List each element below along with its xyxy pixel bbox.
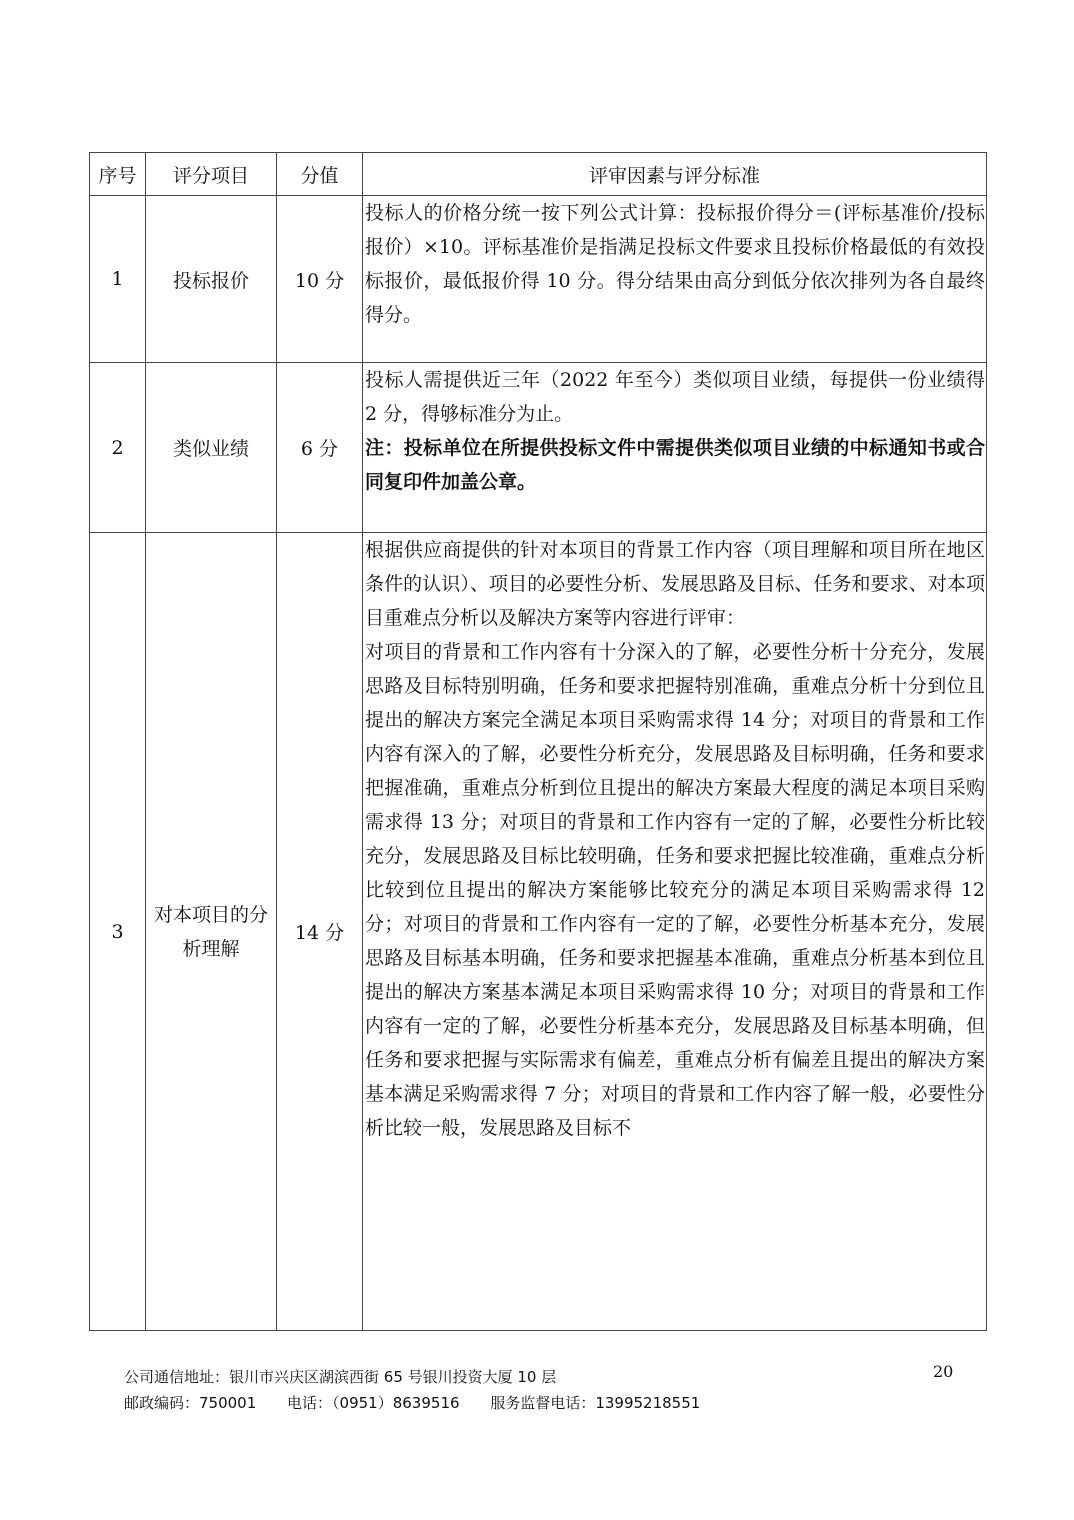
criteria-text: 投标人的价格分统一按下列公式计算：投标报价得分＝(评标基准价/投标报价）×10。评标基准价是指满足投标文件要求且投标价格最低的有效投标报价，最低报价得 10 分。得分结果由高分到低分依次排列为各自最终得分。	[365, 202, 985, 326]
row-score: 14 分	[277, 533, 363, 1331]
row-no: 2	[90, 363, 146, 533]
header-item: 评分项目	[146, 153, 277, 196]
footer-postcode: 邮政编码：750001	[124, 1394, 257, 1412]
header-no: 序号	[90, 153, 146, 196]
footer-phone: 电话：（0951）8639516	[287, 1394, 460, 1412]
footer-address: 公司通信地址：银川市兴庆区湖滨西街 65 号银川投资大厦 10 层	[124, 1368, 557, 1386]
row-item: 投标报价	[146, 196, 277, 363]
criteria-text: 对项目的背景和工作内容有十分深入的了解，必要性分析十分充分，发展思路及目标特别明确，任务和要求把握特别准确，重难点分析十分到位且提出的解决方案完全满足本项目采购需求得 14 分；对项目的背景和工作内容有深入的了解，必要性分析充分，发展思路及目标明确，任务和要求把握准确，重难点分析到位且提出的解决方案最大程度的满足本项目采购需求得 13 分；对项目的背景和工作内容有一定的了解，必要性分析比较充分，发展思路及目标比较明确，任务和要求把握比较准确，重难点分析比较到位且提出的解决方案能够比较充分的满足本项目采购需求得 12 分；对项目的背景和工作内容有一定的了解，必要性分析基本充分，发展思路及目标基本明确，任务和要求把握基本准确，重难点分析基本到位且提出的解决方案基本满足本项目采购需求得 10 分；对项目的背景和工作内容有一定的了解，必要性分析基本充分，发展思路及目标基本明确，但任务和要求把握与实际需求有偏差，重难点分析有偏差且提出的解决方案基本满足采购需求得 7 分；对项目的背景和工作内容了解一般，必要性分析比较一般，发展思路及目标不	[365, 641, 985, 1139]
page-footer	[124, 1364, 726, 1416]
table-row	[90, 196, 987, 363]
page-number: 20	[933, 1362, 954, 1381]
scoring-table	[89, 152, 987, 1331]
table-row	[90, 363, 987, 533]
row-no: 3	[90, 533, 146, 1331]
footer-service-phone: 服务监督电话：13995218551	[490, 1394, 701, 1412]
footer-contact	[124, 1390, 726, 1416]
row-no: 1	[90, 196, 146, 363]
row-item: 类似业绩	[146, 363, 277, 533]
row-criteria	[363, 363, 987, 533]
row-score: 10 分	[277, 196, 363, 363]
row-score: 6 分	[277, 363, 363, 533]
row-criteria	[363, 533, 987, 1331]
table-row	[90, 533, 987, 1331]
header-score: 分值	[277, 153, 363, 196]
header-criteria: 评审因素与评分标准	[363, 153, 987, 196]
row-item: 对本项目的分析理解	[146, 533, 277, 1331]
table-header-row	[90, 153, 987, 196]
criteria-text: 根据供应商提供的针对本项目的背景工作内容（项目理解和项目所在地区条件的认识）、项目的必要性分析、发展思路及目标、任务和要求、对本项目重难点分析以及解决方案等内容进行评审：	[365, 539, 985, 629]
criteria-text: 投标人需提供近三年（2022 年至今）类似项目业绩，每提供一份业绩得 2 分，得够标准分为止。	[365, 369, 985, 425]
criteria-note: 注：投标单位在所提供投标文件中需提供类似项目业绩的中标通知书或合同复印件加盖公章。	[365, 437, 985, 493]
row-criteria	[363, 196, 987, 363]
